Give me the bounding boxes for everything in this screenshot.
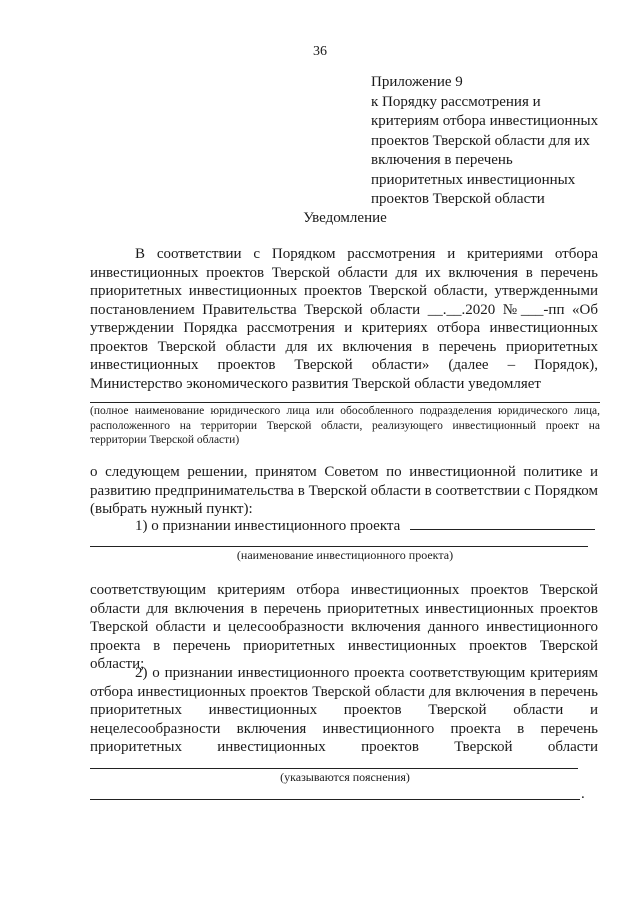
appendix-line: проектов Тверской области <box>371 191 545 207</box>
item-1-text: 1) о признании инвестиционного проекта <box>135 518 401 534</box>
project-name-fill-line-2 <box>90 546 588 547</box>
legal-entity-fill-line <box>90 402 600 403</box>
appendix-header <box>371 73 611 210</box>
document-title: Уведомление <box>303 210 387 226</box>
item-1-line <box>90 517 600 536</box>
appendix-line: к Порядку рассмотрения и <box>371 93 541 110</box>
project-name-caption: (наименование инвестиционного проекта) <box>236 548 454 562</box>
project-name-fill-line <box>410 529 595 530</box>
decision-paragraph: о следующем решении, принятом Советом по инвестиционной политике и развитию предпринимательства в Тверской области в соответствии с Порядком (выбрать нужный пункт): <box>90 464 598 517</box>
legal-entity-note: (полное наименование юридического лица или обособленного подразделения юридического лица, расположенного на территории Тверской области, реализующего инвестиционный проект на территории Тверской области) <box>90 405 600 446</box>
appendix-line: включения в перечень <box>371 152 513 168</box>
appendix-line: приоритетных инвестиционных <box>371 171 576 188</box>
item-2-paragraph: 2) о признании инвестиционного проекта соответствующим критериям отбора инвестиционных проектов Тверской области для включения в перечень приоритетных инвестиционных проектов Тверской области и нецелесообразности включения инвестиционного проекта в перечень приоритетных инвестиционных проектов Тверской области <box>90 665 598 755</box>
appendix-line: проектов Тверской области для их <box>371 132 590 149</box>
item-1-continuation: соответствующим критериям отбора инвестиционных проектов Тверской области для включения в перечень приоритетных инвестиционных проектов Тверской области и целесообразности включения данного инвестиционного проекта в перечень приоритетных инвестиционных проектов Тверской области; <box>90 582 598 672</box>
explanations-fill-line <box>90 768 578 769</box>
explanations-fill-line-2 <box>90 799 580 800</box>
appendix-line: критериям отбора инвестиционных <box>371 113 599 129</box>
intro-paragraph: В соответствии с Порядком рассмотрения и критериями отбора инвестиционных проектов Тверской области для их включения в перечень приоритетных инвестиционных проектов Тверской области, утвержденными постановлением Правительства Тверской области __.__.2020 №___-пп «Об утверждении Порядка рассмотрения и критериях отбора инвестиционных проектов Тверской области для их включения в перечень приоритетных инвестиционных проектов Тверской области» (далее – Порядок), Министерство экономического развития Тверской области уведомляет <box>90 246 598 392</box>
page-number: 36 <box>313 44 327 59</box>
explanations-caption: (указываются пояснения) <box>280 770 410 784</box>
final-period: . <box>581 786 585 802</box>
appendix-line: Приложение 9 <box>371 74 463 90</box>
